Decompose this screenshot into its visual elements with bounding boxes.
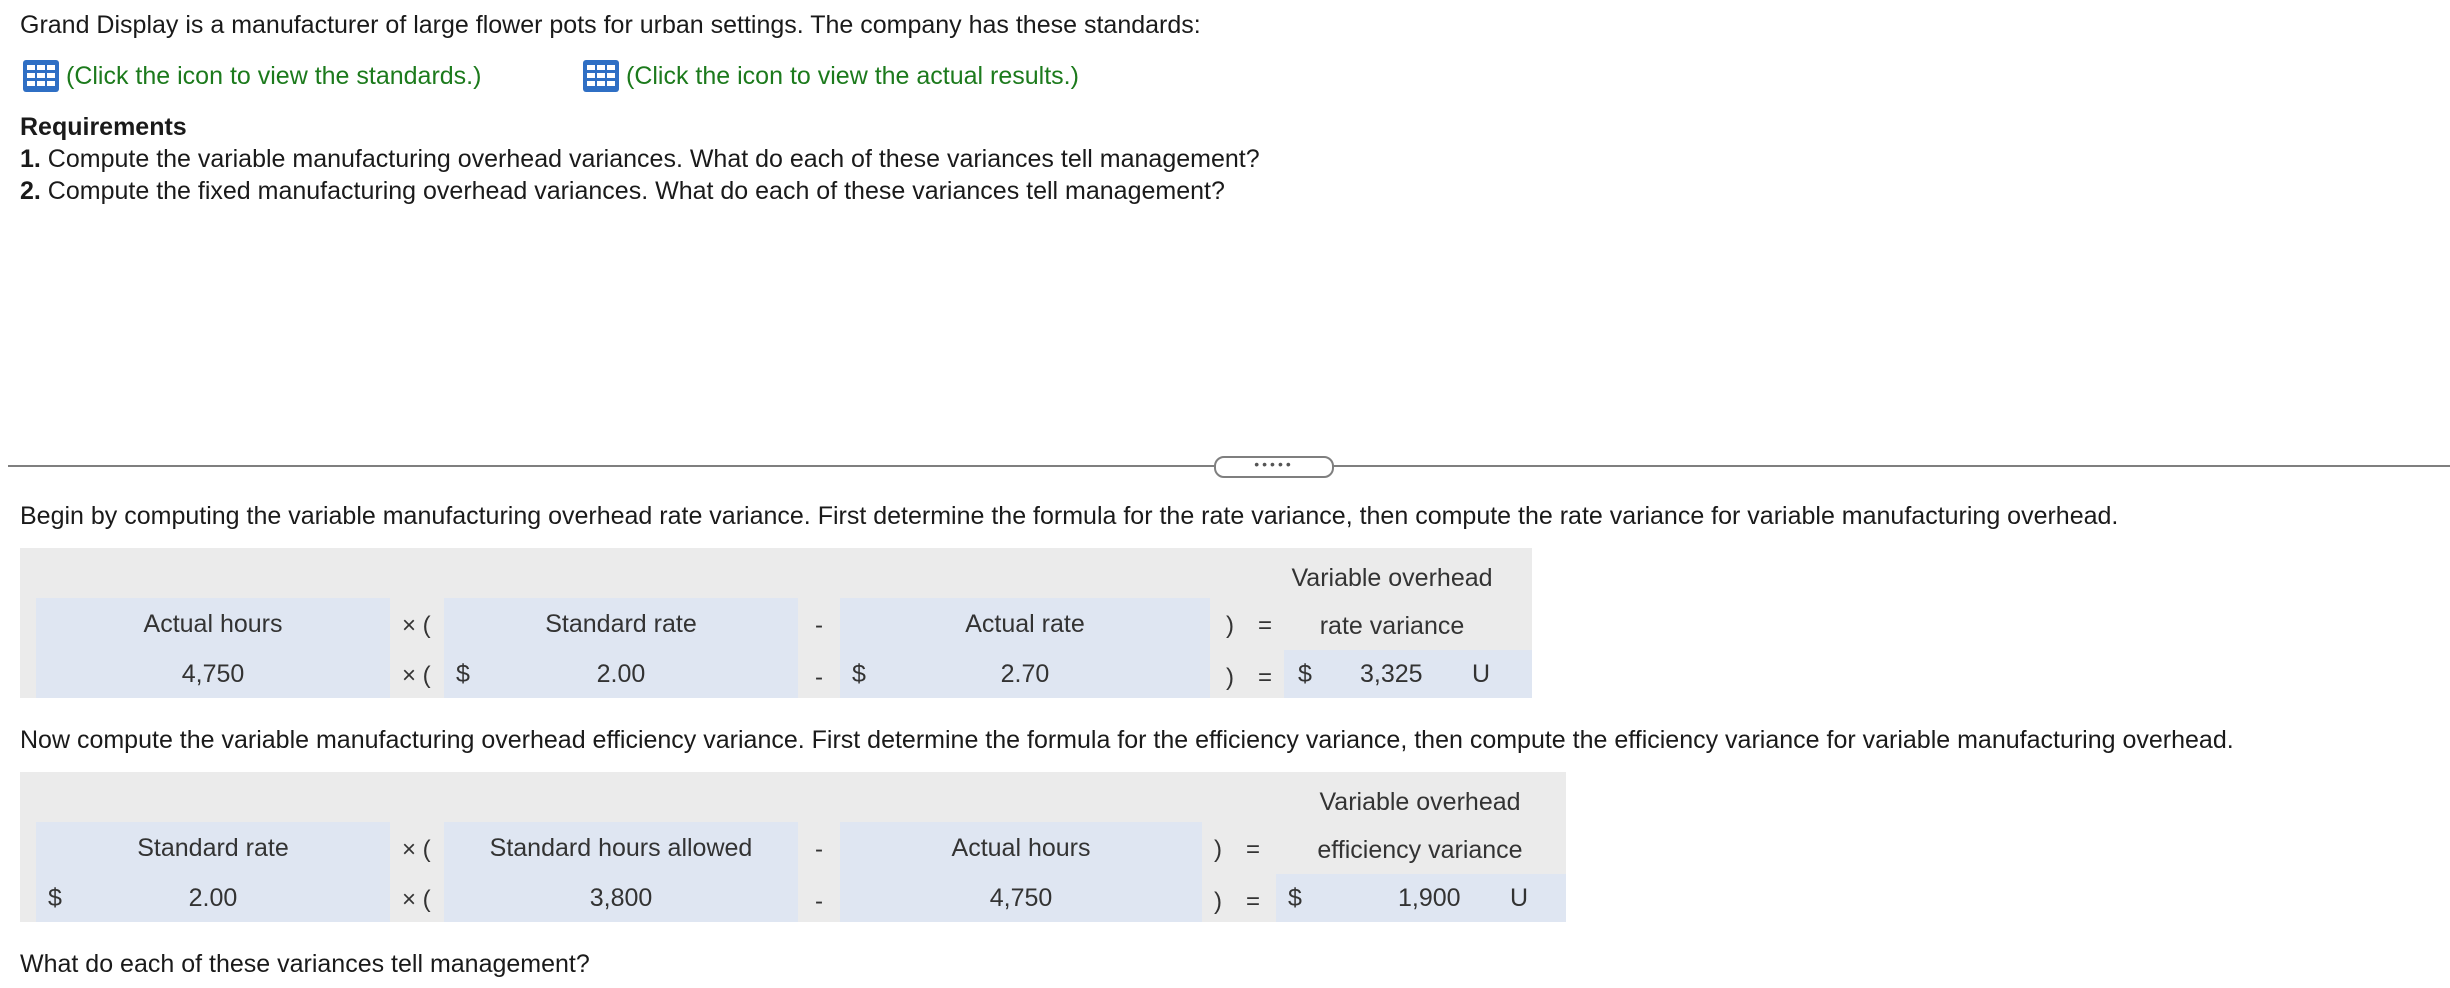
efficiency-close-paren: ) (1214, 888, 1222, 915)
rate-times-operator: × ( (402, 662, 431, 689)
efficiency-variance-flag[interactable]: U (1510, 883, 1529, 912)
currency-symbol: $ (48, 883, 62, 912)
problem-intro: Grand Display is a manufacturer of large flower pots for urban settings. The company has these standards: (20, 11, 1201, 39)
table-icon[interactable] (22, 59, 60, 93)
efficiency-result-header-line2: efficiency variance (1317, 835, 1523, 864)
requirement-text: Compute the variable manufacturing overhead variances. What do each of these variances tell management? (40, 145, 1260, 173)
rate-equals-operator: = (1258, 664, 1273, 691)
rate-close-paren: ) (1226, 612, 1234, 639)
efficiency-col2-label: Standard hours allowed (444, 822, 798, 874)
rate-variance-flag[interactable]: U (1472, 659, 1491, 688)
rate-actual-rate-value: 2.70 (1000, 659, 1050, 688)
efficiency-variance-instruction: Now compute the variable manufacturing overhead efficiency variance. First determine the formula for the efficiency variance, then compute the efficiency variance for variable manufacturing overhead. (20, 726, 2234, 754)
view-standards-link[interactable] (22, 59, 481, 93)
efficiency-col1-label: Standard rate (36, 822, 390, 874)
efficiency-variance-value: 1,900 (1398, 883, 1461, 912)
requirement-2 (20, 177, 1225, 206)
efficiency-close-paren: ) (1214, 836, 1222, 863)
rate-variance-instruction: Begin by computing the variable manufacturing overhead rate variance. First determine the formula for the rate variance, then compute the rate variance for variable manufacturing overhead. (20, 502, 2119, 530)
rate-variance-result[interactable] (1284, 650, 1532, 698)
rate-actual-hours-input[interactable]: 4,750 (36, 650, 390, 698)
efficiency-variance-result[interactable] (1276, 874, 1566, 922)
rate-close-paren: ) (1226, 664, 1234, 691)
requirement-1 (20, 145, 1260, 174)
rate-minus-operator: - (815, 664, 823, 691)
efficiency-standard-rate-input[interactable] (36, 874, 390, 922)
efficiency-result-header-line1: Variable overhead (1319, 787, 1521, 816)
requirement-text: Compute the fixed manufacturing overhead variances. What do each of these variances tell management? (40, 177, 1225, 205)
efficiency-col3-label: Actual hours (840, 822, 1202, 874)
rate-minus-operator: - (815, 612, 823, 639)
table-icon[interactable] (582, 59, 620, 93)
view-actual-results-link[interactable] (582, 59, 1079, 93)
requirements-title: Requirements (20, 113, 187, 141)
management-question: What do each of these variances tell management? (20, 950, 590, 978)
efficiency-standard-hours-input[interactable]: 3,800 (444, 874, 798, 922)
currency-symbol: $ (1298, 659, 1312, 688)
drag-dots-icon: ••••• (1254, 456, 1294, 472)
rate-col2-label: Standard rate (444, 598, 798, 650)
rate-result-header-line1: Variable overhead (1291, 563, 1493, 592)
view-actual-results-label[interactable]: (Click the icon to view the actual results.) (626, 61, 1079, 90)
requirement-number: 2. (20, 177, 41, 205)
view-standards-label[interactable]: (Click the icon to view the standards.) (66, 61, 482, 90)
efficiency-times-operator: × ( (402, 836, 431, 863)
rate-equals-operator: = (1258, 612, 1273, 639)
rate-result-header-line2: rate variance (1319, 611, 1465, 640)
rate-standard-rate-input[interactable] (444, 650, 798, 698)
rate-col3-label: Actual rate (840, 598, 1210, 650)
rate-standard-rate-value: 2.00 (596, 659, 646, 688)
efficiency-minus-operator: - (815, 836, 823, 863)
currency-symbol: $ (852, 659, 866, 688)
rate-variance-value: 3,325 (1360, 659, 1423, 688)
efficiency-equals-operator: = (1246, 836, 1261, 863)
divider-drag-handle[interactable] (1214, 456, 1334, 478)
efficiency-standard-rate-value: 2.00 (188, 883, 238, 912)
rate-col1-label: Actual hours (36, 598, 390, 650)
efficiency-minus-operator: - (815, 888, 823, 915)
efficiency-actual-hours-input[interactable]: 4,750 (840, 874, 1202, 922)
requirement-number: 1. (20, 145, 41, 173)
rate-actual-rate-input[interactable] (840, 650, 1210, 698)
rate-times-operator: × ( (402, 612, 431, 639)
currency-symbol: $ (456, 659, 470, 688)
currency-symbol: $ (1288, 883, 1302, 912)
efficiency-equals-operator: = (1246, 888, 1261, 915)
efficiency-times-operator: × ( (402, 886, 431, 913)
